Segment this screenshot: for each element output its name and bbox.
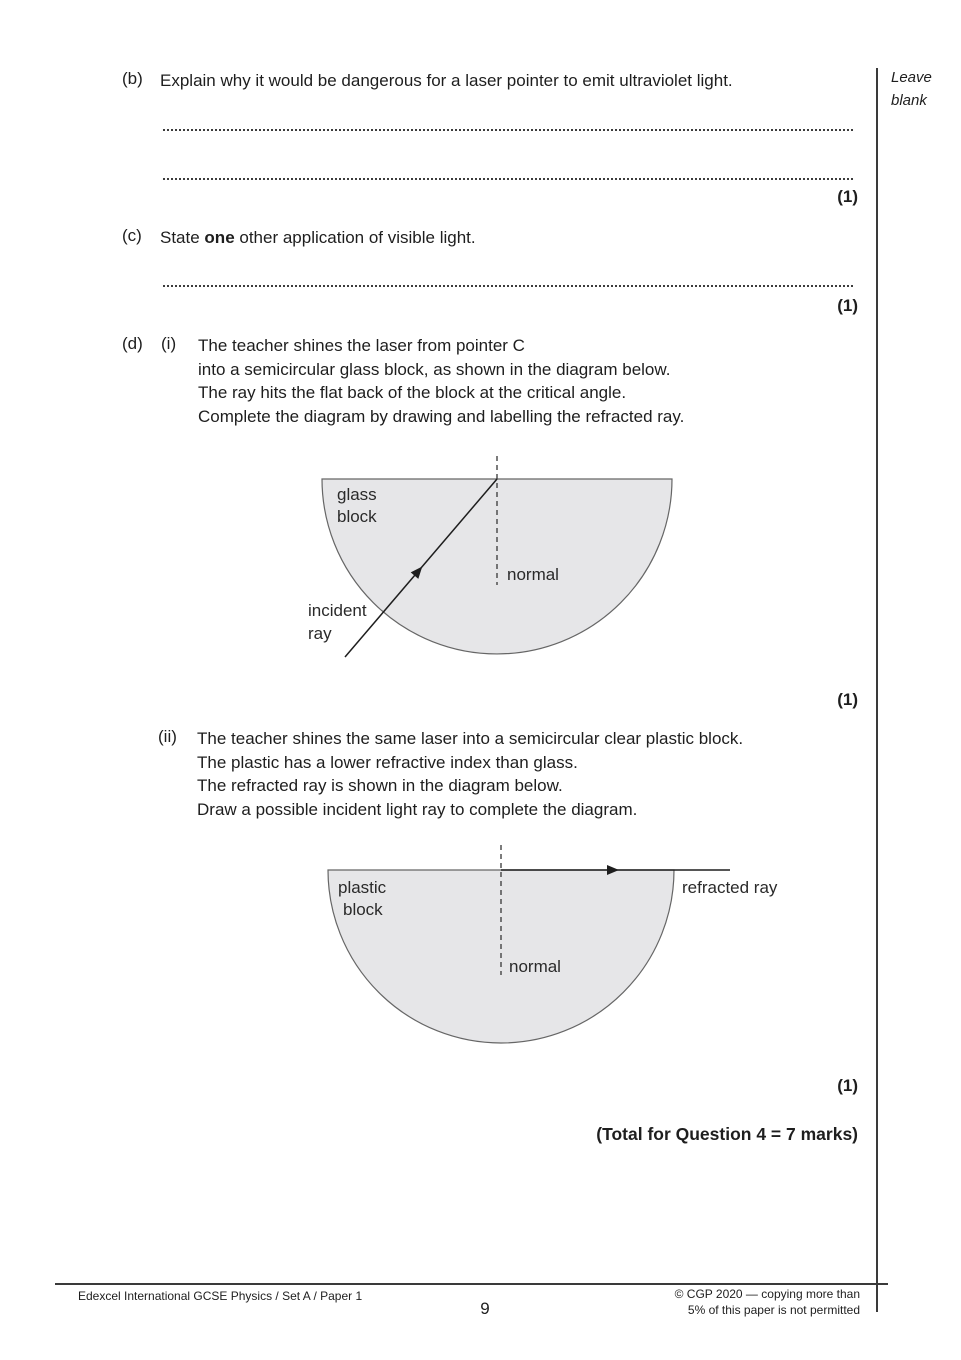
question-d-ii-line2: The plastic has a lower refractive index than glass. bbox=[197, 752, 578, 772]
question-c-prompt-post: other application of visible light. bbox=[234, 228, 476, 247]
question-c-prompt-pre: State bbox=[160, 228, 205, 247]
question-d-ii-prompt bbox=[197, 727, 743, 821]
page-number: 9 bbox=[480, 1299, 490, 1318]
incident-ray-label-line1: incident bbox=[308, 601, 367, 620]
question-d-ii-label: (ii) bbox=[158, 727, 177, 746]
question-d-ii-line3: The refracted ray is shown in the diagram below. bbox=[197, 776, 563, 795]
leave-blank-line1: Leave bbox=[891, 69, 932, 86]
refracted-ray-label: refracted ray bbox=[682, 878, 778, 897]
incident-ray-label-line2: ray bbox=[308, 624, 332, 643]
footer-copyright-line1: © CGP 2020 — copying more than bbox=[674, 1287, 860, 1301]
footer-copyright-line2: 5% of this paper is not permitted bbox=[687, 1302, 860, 1317]
plastic-block-label-line1: plastic bbox=[338, 878, 387, 897]
normal-label: normal bbox=[507, 565, 559, 584]
question-d-ii-marks: (1) bbox=[837, 1076, 858, 1095]
question-d-i-label: (i) bbox=[161, 334, 177, 353]
leave-blank-divider-rule bbox=[876, 68, 878, 1312]
question-c-label: (c) bbox=[122, 226, 142, 245]
footer-rule bbox=[55, 1283, 888, 1285]
question-d-ii-line4: Draw a possible incident light ray to complete the diagram. bbox=[197, 799, 638, 819]
question-d-label: (d) bbox=[122, 334, 143, 353]
glass-block-label-line1: glass bbox=[337, 485, 377, 504]
glass-block-label-line2: block bbox=[337, 507, 377, 526]
question-b-label: (b) bbox=[122, 69, 143, 88]
question-b-marks: (1) bbox=[837, 187, 858, 206]
footer-paper-title: Edexcel International GCSE Physics / Set A / Paper 1 bbox=[78, 1289, 363, 1303]
leave-blank-line2: blank bbox=[891, 92, 927, 109]
plastic-block-label-line2: block bbox=[343, 900, 383, 919]
footer-copyright bbox=[560, 1287, 860, 1318]
question-d-i-line2: into a semicircular glass block, as shown in the diagram below. bbox=[198, 359, 671, 379]
question-c-marks: (1) bbox=[837, 296, 858, 315]
question-c-prompt bbox=[160, 226, 476, 250]
plastic-block-diagram bbox=[305, 840, 805, 1055]
question-d-i-line3: The ray hits the flat back of the block at the critical angle. bbox=[198, 383, 627, 402]
question-c-prompt-bold: one bbox=[204, 228, 235, 247]
question-total: (Total for Question 4 = 7 marks) bbox=[596, 1124, 858, 1144]
question-d-i-line1: The teacher shines the laser from pointer C bbox=[198, 336, 525, 355]
leave-blank-note bbox=[891, 66, 932, 112]
question-d-ii-line1: The teacher shines the same laser into a semicircular clear plastic block. bbox=[197, 729, 744, 748]
question-d-i-marks: (1) bbox=[837, 690, 858, 709]
normal-label: normal bbox=[509, 957, 561, 976]
question-d-i-prompt bbox=[198, 334, 684, 428]
answer-line bbox=[163, 269, 853, 287]
answer-line bbox=[163, 162, 853, 180]
question-d-i-line4: Complete the diagram by drawing and labelling the refracted ray. bbox=[198, 406, 685, 426]
glass-block-diagram bbox=[290, 450, 710, 665]
answer-line bbox=[163, 113, 853, 131]
question-b-prompt: Explain why it would be dangerous for a laser pointer to emit ultraviolet light. bbox=[160, 71, 733, 90]
